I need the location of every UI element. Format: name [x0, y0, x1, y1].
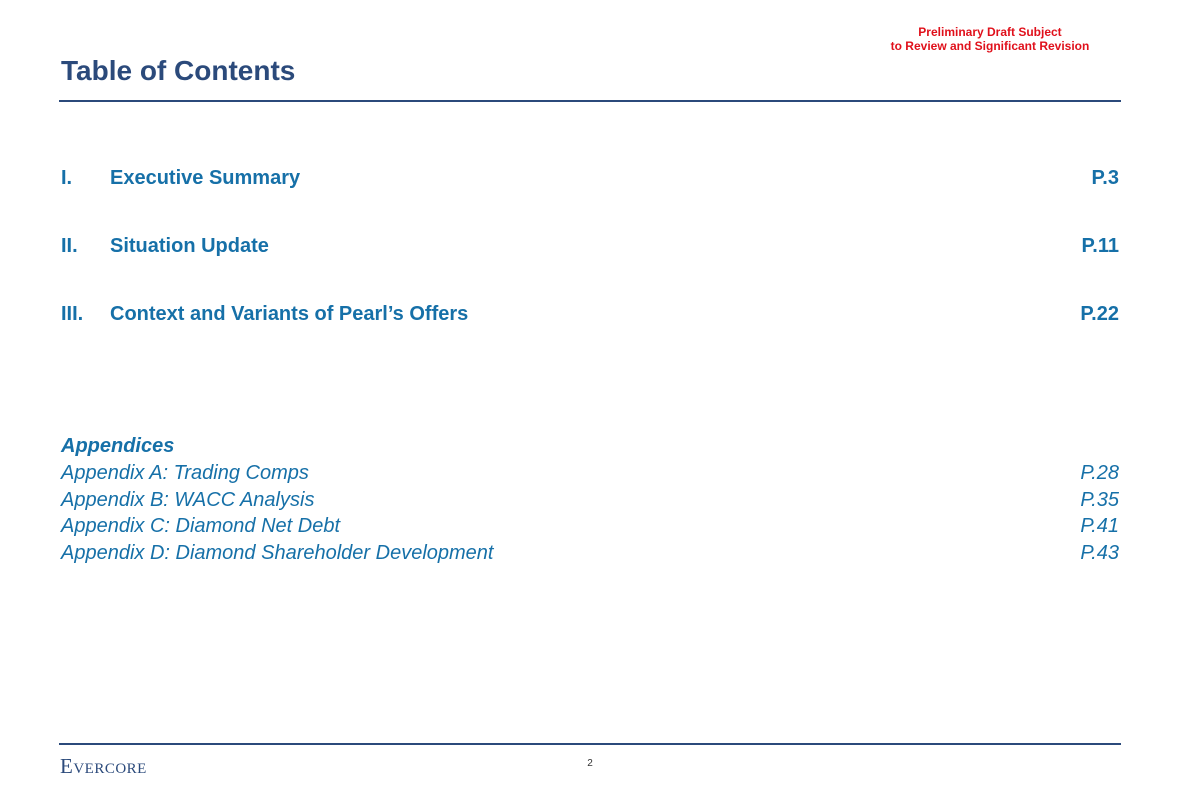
title-divider [59, 100, 1121, 102]
appendix-page: P.28 [1080, 462, 1119, 484]
appendix-label: Appendix C: Diamond Net Debt [61, 515, 341, 537]
toc-section-situation-update[interactable] [61, 232, 1119, 260]
appendices-heading: Appendices [61, 435, 175, 457]
appendix-page: P.35 [1080, 488, 1119, 511]
appendix-page: P.43 [1080, 541, 1119, 564]
toc-section-executive-summary[interactable] [61, 164, 1119, 192]
appendix-label: Appendix A: Trading Comps [61, 462, 309, 484]
appendix-item-c[interactable] [61, 513, 1119, 540]
appendix-item-a[interactable] [61, 460, 1119, 487]
appendix-label: Appendix D: Diamond Shareholder Development [61, 541, 494, 564]
toc-section-label: Context and Variants of Pearl’s Offers [110, 303, 469, 325]
appendices-list [61, 433, 1119, 566]
toc-section-page: P.3 [1091, 167, 1119, 189]
toc-section-context-and-variants[interactable] [61, 300, 1119, 328]
page-number: 2 [587, 758, 593, 769]
draft-notice-line-1: Preliminary Draft Subject [918, 25, 1062, 39]
appendix-label: Appendix B: WACC Analysis [61, 488, 315, 511]
footer-divider [59, 743, 1121, 745]
draft-notice [860, 25, 1120, 53]
page-title: Table of Contents [61, 55, 296, 86]
appendix-item-d[interactable] [61, 540, 1119, 567]
toc-section-numeral: III. [61, 303, 84, 325]
toc-section-label: Situation Update [110, 235, 269, 257]
draft-notice-line-2: to Review and Significant Revision [890, 39, 1090, 53]
toc-section-page: P.11 [1081, 235, 1119, 257]
appendix-page: P.41 [1080, 515, 1119, 537]
toc-section-numeral: I. [61, 167, 73, 189]
evercore-logo: Evercore [60, 754, 147, 778]
toc-section-page: P.22 [1080, 303, 1119, 325]
toc-section-label: Executive Summary [110, 167, 301, 189]
appendix-item-b[interactable] [61, 487, 1119, 514]
toc-section-numeral: II. [61, 235, 78, 257]
